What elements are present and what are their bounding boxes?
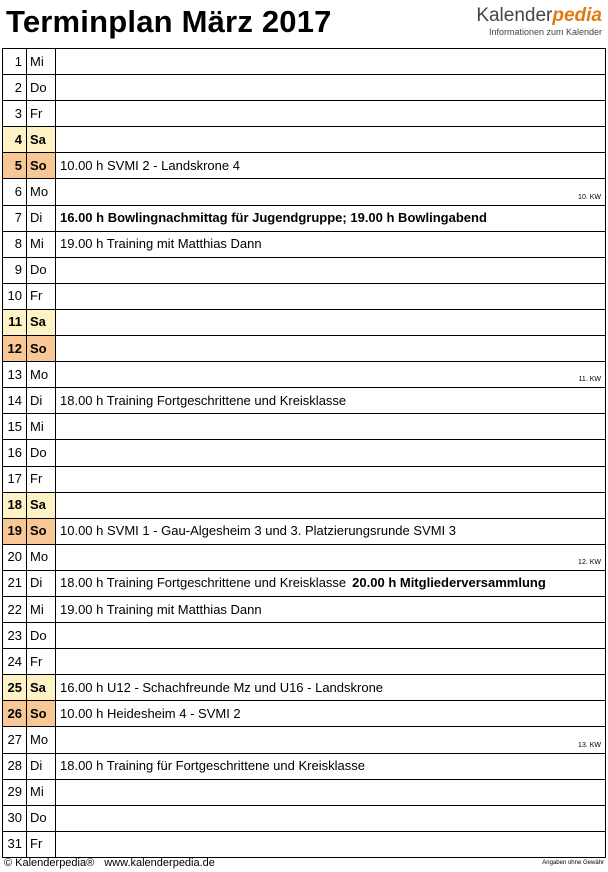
weekday-label: Fr — [27, 101, 56, 127]
calendar-row — [3, 205, 606, 231]
weekday-label: Do — [27, 257, 56, 283]
appointment-cell[interactable] — [56, 257, 606, 283]
footer-credits — [4, 857, 215, 870]
calendar-row — [3, 231, 606, 257]
calendar-row — [3, 779, 606, 805]
day-number: 29 — [3, 779, 27, 805]
appointment-cell[interactable] — [56, 466, 606, 492]
calendar-row — [3, 440, 606, 466]
weekday-label: Mi — [27, 231, 56, 257]
day-number: 17 — [3, 466, 27, 492]
day-number: 11 — [3, 309, 27, 335]
weekday-label: So — [27, 701, 56, 727]
calendar-row — [3, 179, 606, 205]
weekday-label: Di — [27, 753, 56, 779]
appointment-cell[interactable] — [56, 649, 606, 675]
appointment-cell[interactable] — [56, 596, 606, 622]
day-number: 7 — [3, 205, 27, 231]
calendar-row — [3, 283, 606, 309]
weekday-label: So — [27, 518, 56, 544]
day-number: 31 — [3, 831, 27, 857]
weekday-label: Mi — [27, 49, 56, 75]
appointment-cell[interactable] — [56, 231, 606, 257]
appointment-cell[interactable] — [56, 753, 606, 779]
calendar-row — [3, 675, 606, 701]
weekday-label: Fr — [27, 466, 56, 492]
calendar-row — [3, 831, 606, 857]
calendar-row — [3, 75, 606, 101]
calendar-row — [3, 727, 606, 753]
appointment-text: 10.00 h SVMI 1 - Gau-Algesheim 3 und 3. Platzierungsrunde SVMI 3 — [60, 523, 456, 539]
day-number: 19 — [3, 518, 27, 544]
weekday-label: Di — [27, 388, 56, 414]
weekday-label: Mo — [27, 179, 56, 205]
calendar-row — [3, 805, 606, 831]
appointment-text: 18.00 h Training Fortgeschrittene und Kreisklasse — [60, 392, 347, 408]
calendar-row — [3, 466, 606, 492]
page-title: Terminplan März 2017 — [6, 4, 332, 39]
weekday-label: Mo — [27, 362, 56, 388]
calendar-row — [3, 362, 606, 388]
logo-wordmark — [476, 5, 602, 27]
appointment-cell[interactable] — [56, 518, 606, 544]
appointment-cell[interactable] — [56, 309, 606, 335]
calendar-row — [3, 570, 606, 596]
logo-tagline: Informationen zum Kalender — [488, 27, 602, 37]
calendar-row — [3, 127, 606, 153]
day-number: 5 — [3, 153, 27, 179]
appointment-text: 10.00 h Heidesheim 4 - SVMI 2 — [60, 705, 241, 721]
calendar-row — [3, 623, 606, 649]
day-number: 1 — [3, 49, 27, 75]
day-number: 30 — [3, 805, 27, 831]
weekday-label: Sa — [27, 127, 56, 153]
weekday-label: So — [27, 336, 56, 362]
day-number: 6 — [3, 179, 27, 205]
weekday-label: So — [27, 153, 56, 179]
weekday-label: Mi — [27, 779, 56, 805]
appointment-cell[interactable] — [56, 127, 606, 153]
weekday-label: Sa — [27, 492, 56, 518]
weekday-label: Fr — [27, 649, 56, 675]
day-number: 3 — [3, 101, 27, 127]
footer-copyright: © Kalenderpedia® — [4, 857, 95, 869]
day-number: 9 — [3, 257, 27, 283]
appointment-cell[interactable] — [56, 623, 606, 649]
weekday-label: Mi — [27, 596, 56, 622]
calendar-row — [3, 257, 606, 283]
appointment-cell[interactable] — [56, 675, 606, 701]
day-number: 12 — [3, 336, 27, 362]
calendar-body — [3, 49, 606, 858]
day-number: 27 — [3, 727, 27, 753]
appointment-cell[interactable] — [56, 101, 606, 127]
day-number: 25 — [3, 675, 27, 701]
appointment-cell[interactable] — [56, 544, 606, 570]
day-number: 18 — [3, 492, 27, 518]
appointment-cell[interactable] — [56, 727, 606, 753]
day-number: 14 — [3, 388, 27, 414]
calendar-table — [2, 48, 606, 858]
calendar-week-label: 13. KW — [578, 741, 601, 749]
day-number: 21 — [3, 570, 27, 596]
day-number: 4 — [3, 127, 27, 153]
day-number: 23 — [3, 623, 27, 649]
weekday-label: Sa — [27, 309, 56, 335]
weekday-label: Sa — [27, 675, 56, 701]
logo-accent-text: pedia — [552, 5, 602, 26]
appointment-text: 16.00 h Bowlingnachmittag für Jugendgruppe; 19.00 h Bowlingabend — [60, 210, 487, 226]
day-number: 2 — [3, 75, 27, 101]
calendar-week-label: 11. KW — [578, 376, 601, 384]
appointment-cell[interactable] — [56, 701, 606, 727]
appointment-text: 19.00 h Training mit Matthias Dann — [60, 601, 262, 617]
appointment-cell[interactable] — [56, 283, 606, 309]
calendar-row — [3, 544, 606, 570]
calendar-row — [3, 596, 606, 622]
calendar-row — [3, 518, 606, 544]
day-number: 13 — [3, 362, 27, 388]
day-number: 16 — [3, 440, 27, 466]
day-number: 22 — [3, 596, 27, 622]
day-number: 26 — [3, 701, 27, 727]
appointment-cell[interactable] — [56, 75, 606, 101]
calendar-row — [3, 153, 606, 179]
kalenderpedia-logo[interactable] — [476, 5, 602, 38]
appointment-cell[interactable] — [56, 831, 606, 857]
calendar-row — [3, 49, 606, 75]
calendar-row — [3, 414, 606, 440]
calendar-row — [3, 492, 606, 518]
appointment-cell[interactable] — [56, 205, 606, 231]
appointment-text: 18.00 h Training für Fortgeschrittene und Kreisklasse — [60, 758, 365, 774]
calendar-row — [3, 101, 606, 127]
weekday-label: Mi — [27, 414, 56, 440]
footer-url-link[interactable]: www.kalenderpedia.de — [104, 857, 215, 869]
weekday-label: Fr — [27, 283, 56, 309]
appointment-cell[interactable] — [56, 153, 606, 179]
calendar-week-label: 12. KW — [578, 558, 601, 566]
appointment-cell[interactable] — [56, 779, 606, 805]
calendar-week-label: 10. KW — [578, 193, 601, 201]
calendar-row — [3, 753, 606, 779]
appointment-cell[interactable] — [56, 570, 606, 596]
appointment-text: 18.00 h Training Fortgeschrittene und Kreisklasse — [60, 575, 347, 591]
weekday-label: Mo — [27, 727, 56, 753]
calendar-row — [3, 649, 606, 675]
appointment-text: 16.00 h U12 - Schachfreunde Mz und U16 - Landskrone — [60, 679, 384, 695]
day-number: 10 — [3, 283, 27, 309]
appointment-cell[interactable] — [56, 336, 606, 362]
appointment-cell[interactable] — [56, 440, 606, 466]
calendar-row — [3, 701, 606, 727]
weekday-label: Di — [27, 570, 56, 596]
day-number: 8 — [3, 231, 27, 257]
weekday-label: Mo — [27, 544, 56, 570]
day-number: 28 — [3, 753, 27, 779]
logo-main-text: Kalender — [476, 5, 553, 26]
appointment-text: 10.00 h SVMI 2 - Landskrone 4 — [60, 157, 240, 173]
day-number: 20 — [3, 544, 27, 570]
day-number: 24 — [3, 649, 27, 675]
weekday-label: Di — [27, 205, 56, 231]
weekday-label: Do — [27, 805, 56, 831]
weekday-label: Do — [27, 440, 56, 466]
footer-disclaimer: Angaben ohne Gewähr — [542, 860, 604, 866]
calendar-row — [3, 388, 606, 414]
day-number: 15 — [3, 414, 27, 440]
appointment-cell[interactable] — [56, 414, 606, 440]
appointment-cell[interactable] — [56, 388, 606, 414]
weekday-label: Do — [27, 623, 56, 649]
weekday-label: Do — [27, 75, 56, 101]
appointment-cell[interactable] — [56, 362, 606, 388]
calendar-row — [3, 309, 606, 335]
appointment-extra-text: 20.00 h Mitgliederversammlung — [352, 575, 546, 591]
appointment-cell[interactable] — [56, 492, 606, 518]
appointment-text: 19.00 h Training mit Matthias Dann — [60, 236, 262, 252]
appointment-cell[interactable] — [56, 49, 606, 75]
weekday-label: Fr — [27, 831, 56, 857]
calendar-row — [3, 336, 606, 362]
appointment-cell[interactable] — [56, 179, 606, 205]
appointment-cell[interactable] — [56, 805, 606, 831]
